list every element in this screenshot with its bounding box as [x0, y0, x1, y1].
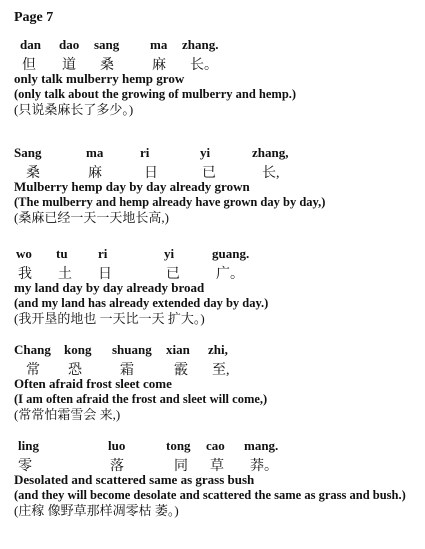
hanzi-char: 桑	[100, 58, 114, 73]
stanza-2	[14, 145, 419, 226]
english-translation: (I am often afraid the frost and sleet will come,)	[14, 392, 268, 406]
hanzi-char: 常	[26, 363, 40, 378]
hanzi-char: 恐	[68, 363, 82, 378]
hanzi-char: 日	[144, 166, 158, 181]
gloss-text: Mulberry hemp day by day already grown	[14, 179, 250, 194]
pinyin-word: ma	[150, 37, 168, 52]
stanza-4	[14, 342, 419, 423]
pinyin-word: guang.	[212, 246, 250, 261]
hanzi-char: 零	[18, 459, 32, 474]
pinyin-word: tu	[56, 246, 68, 261]
chinese-paraphrase: (只说桑麻长了多少。)	[14, 102, 134, 117]
pinyin-word: yi	[164, 246, 175, 261]
hanzi-line	[14, 359, 419, 376]
english-translation: (and my land has already extended day by day.)	[14, 296, 269, 310]
pinyin-word: ri	[140, 145, 150, 160]
hanzi-char: 道	[62, 58, 76, 73]
hanzi-char: 日	[98, 267, 112, 282]
english-translation: (and they will become desolate and scattered the same as grass and bush.)	[14, 488, 406, 502]
gloss-line	[14, 280, 419, 296]
hanzi-char: 土	[58, 267, 72, 282]
stanza-1	[14, 37, 419, 118]
gloss-line	[14, 179, 419, 195]
pinyin-word: xian	[166, 342, 190, 357]
pinyin-word: mang.	[244, 438, 279, 453]
pinyin-word: zhang.	[182, 37, 219, 52]
hanzi-char: 广。	[216, 267, 244, 282]
gloss-line	[14, 71, 419, 87]
chinese-paraphrase: (桑麻已经一天一天地长高,)	[14, 210, 169, 225]
hanzi-char: 霜	[120, 363, 134, 378]
pinyin-word: wo	[16, 246, 32, 261]
english-translation: (only talk about the growing of mulberry and hemp.)	[14, 87, 297, 101]
pinyin-word: luo	[108, 438, 126, 453]
hanzi-char: 长,	[262, 166, 280, 181]
pinyin-word: cao	[206, 438, 225, 453]
pinyin-word: yi	[200, 145, 211, 160]
gloss-line	[14, 376, 419, 392]
pinyin-word: tong	[166, 438, 191, 453]
pinyin-word: Sang	[14, 145, 42, 160]
pinyin-line	[14, 145, 419, 162]
hanzi-char: 霰	[174, 363, 188, 378]
hanzi-line	[14, 455, 419, 472]
page-number: Page 7	[14, 10, 54, 25]
hanzi-line	[14, 54, 419, 71]
pinyin-line	[14, 342, 419, 359]
pinyin-word: dao	[59, 37, 80, 52]
hanzi-char: 我	[18, 267, 32, 282]
pinyin-word: dan	[20, 37, 41, 52]
pinyin-word: Chang	[14, 342, 51, 357]
hanzi-char: 但	[22, 58, 36, 73]
hanzi-char: 同	[174, 459, 188, 474]
chinese-paraphrase: (我开垦的地也 一天比一天 扩大。)	[14, 311, 205, 326]
chinese-paraphrase: (庄稼 像野草那样凋零枯 萎。)	[14, 503, 179, 518]
stanza-3	[14, 246, 419, 327]
pinyin-word: zhang,	[252, 145, 289, 160]
pinyin-word: ri	[98, 246, 108, 261]
pinyin-word: shuang	[112, 342, 152, 357]
hanzi-char: 已	[166, 267, 180, 282]
hanzi-char: 草	[210, 459, 224, 474]
hanzi-line	[14, 162, 419, 179]
hanzi-char: 麻	[88, 166, 102, 181]
pinyin-word: kong	[64, 342, 92, 357]
pinyin-line	[14, 246, 419, 263]
gloss-line	[14, 472, 419, 488]
gloss-text: Often afraid frost sleet come	[14, 376, 172, 391]
hanzi-char: 莽。	[250, 459, 278, 474]
hanzi-char: 麻	[152, 58, 166, 73]
english-translation: (The mulberry and hemp already have grown day by day,)	[14, 195, 326, 209]
pinyin-line	[14, 438, 419, 455]
pinyin-word: ma	[86, 145, 104, 160]
hanzi-char: 桑	[26, 166, 40, 181]
hanzi-line	[14, 263, 419, 280]
hanzi-char: 长。	[190, 58, 218, 73]
pinyin-word: sang	[94, 37, 120, 52]
hanzi-char: 至,	[212, 363, 230, 378]
gloss-text: Desolated and scattered same as grass bush	[14, 472, 255, 487]
chinese-paraphrase: (常常怕霜雪会 来,)	[14, 407, 121, 422]
stanza-5	[14, 438, 419, 519]
hanzi-char: 已	[202, 166, 216, 181]
pinyin-word: ling	[18, 438, 39, 453]
pinyin-line	[14, 37, 419, 54]
gloss-text: my land day by day already broad	[14, 280, 205, 295]
gloss-text: only talk mulberry hemp grow	[14, 71, 185, 86]
hanzi-char: 落	[110, 459, 124, 474]
pinyin-word: zhi,	[208, 342, 228, 357]
